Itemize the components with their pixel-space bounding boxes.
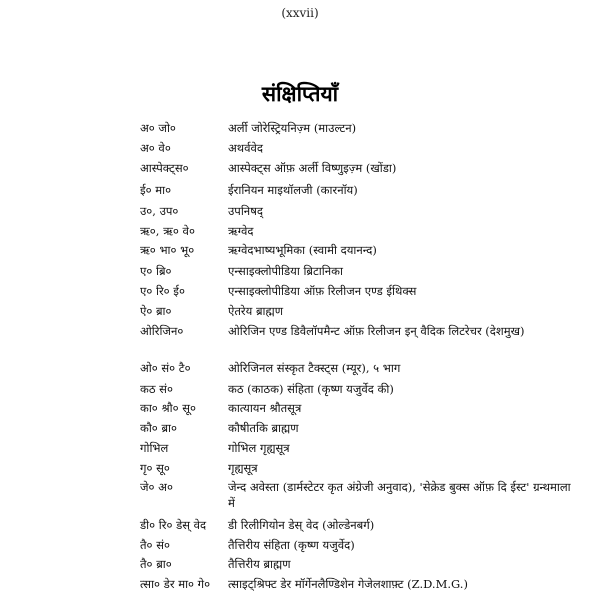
- abbreviation-expansion: ओरिजिन एण्ड डिवैलॉपमैन्ट ऑफ़ रिलीजन इन् वैदिक लिटरेचर (देशमुख): [228, 324, 525, 338]
- abbreviation-expansion: ऐतरेय ब्राह्मण: [228, 304, 284, 318]
- abbreviation-expansion: डी रिलीगियोन डेस् वेद (ओल्डेनबर्ग): [228, 518, 375, 532]
- abbreviation-term: त्सा० डेर मा० गे०: [140, 577, 211, 591]
- abbreviation-expansion: तैत्तिरीय संहिता (कृष्ण यजुर्वेद): [228, 538, 355, 552]
- abbreviation-term: जे० अ०: [140, 480, 173, 494]
- abbreviation-term: अ० वे०: [140, 141, 171, 155]
- abbreviation-term: अ० जो०: [140, 121, 176, 135]
- abbreviation-term: ऋ० भा० भू०: [140, 243, 195, 257]
- abbreviation-term: गृ० सू०: [140, 461, 170, 475]
- abbreviation-expansion: गृह्यसूत्र: [228, 461, 258, 475]
- abbreviation-term: ओरिजिन०: [140, 324, 184, 338]
- abbreviation-expansion: ओरिजिनल संस्कृत टैक्स्ट्स (म्यूर), ५ भाग: [228, 361, 401, 375]
- abbreviation-expansion: अर्ली जोरेस्ट्रियनिज़्म (माउल्टन): [228, 121, 357, 135]
- abbreviation-expansion: जेन्द अवेस्ता (डार्मस्टेटर कृत अंग्रेजी अनुवाद), 'सेक्रेड बुक्स ऑफ़ दि ईस्ट' ग्रन्थमाला में: [228, 480, 571, 510]
- abbreviation-term: कठ सं०: [140, 382, 173, 396]
- abbreviation-expansion: उपनिषद्: [228, 204, 263, 218]
- abbreviation-term: कौ० ब्रा०: [140, 421, 177, 435]
- abbreviation-expansion: ऋग्वेदभाष्यभूमिका (स्वामी दयानन्द): [228, 243, 377, 257]
- abbreviation-expansion: अथर्ववेद: [228, 141, 264, 155]
- abbreviation-term: ओ० सं० टै०: [140, 361, 191, 375]
- abbreviation-term: ऐ० ब्रा०: [140, 304, 172, 318]
- abbreviation-term: ऋ०, ऋ० वे०: [140, 224, 195, 238]
- abbreviation-expansion: कठ (काठक) संहिता (कृष्ण यजुर्वेद की): [228, 382, 394, 396]
- abbreviation-expansion: ऋग्वेद: [228, 224, 254, 238]
- abbreviation-expansion: तैत्तिरीय ब्राह्मण: [228, 557, 291, 571]
- abbreviation-term: डी० रि० डेस् वेद: [140, 518, 207, 532]
- abbreviation-term: आस्पेक्ट्स०: [140, 161, 189, 175]
- abbreviation-expansion: ईरानियन माइथॉलजी (कारनॉय): [228, 183, 358, 197]
- abbreviation-term: ई० मा०: [140, 183, 172, 197]
- abbreviation-term: उ०, उप०: [140, 204, 179, 218]
- abbreviation-term: तै० ब्रा०: [140, 557, 172, 571]
- abbreviation-term: ए० रि० ई०: [140, 284, 185, 298]
- abbreviation-expansion: कात्यायन श्रौतसूत्र: [228, 401, 302, 415]
- page-number: (xxvii): [281, 6, 319, 20]
- abbreviation-expansion: त्साइट्श्रिफ्ट डेर मॉर्गेनलैण्डिशेन गेजेलशाफ़्ट (Z.D.M.G.): [228, 577, 468, 591]
- abbreviation-term: तै० सं०: [140, 538, 170, 552]
- abbreviation-term: ए० ब्रि०: [140, 264, 172, 278]
- abbreviation-term: गोभिल: [140, 441, 169, 455]
- abbreviation-expansion: एन्साइक्लोपीडिया ब्रिटानिका: [228, 264, 343, 278]
- abbreviation-expansion: गोभिल गृह्यसूत्र: [228, 441, 290, 455]
- abbreviation-term: का० श्रौ० सू०: [140, 401, 196, 415]
- page-title: संक्षिप्तियाँ: [261, 81, 339, 106]
- abbreviation-expansion: एन्साइक्लोपीडिया ऑफ़ रिलीजन एण्ड ईथिक्स: [228, 284, 417, 298]
- abbreviation-expansion: आस्पेक्ट्स ऑफ़ अर्ली विष्णुइज़्म (खोंडा): [228, 161, 397, 175]
- abbreviation-expansion: कौषीतकि ब्राह्मण: [228, 421, 299, 435]
